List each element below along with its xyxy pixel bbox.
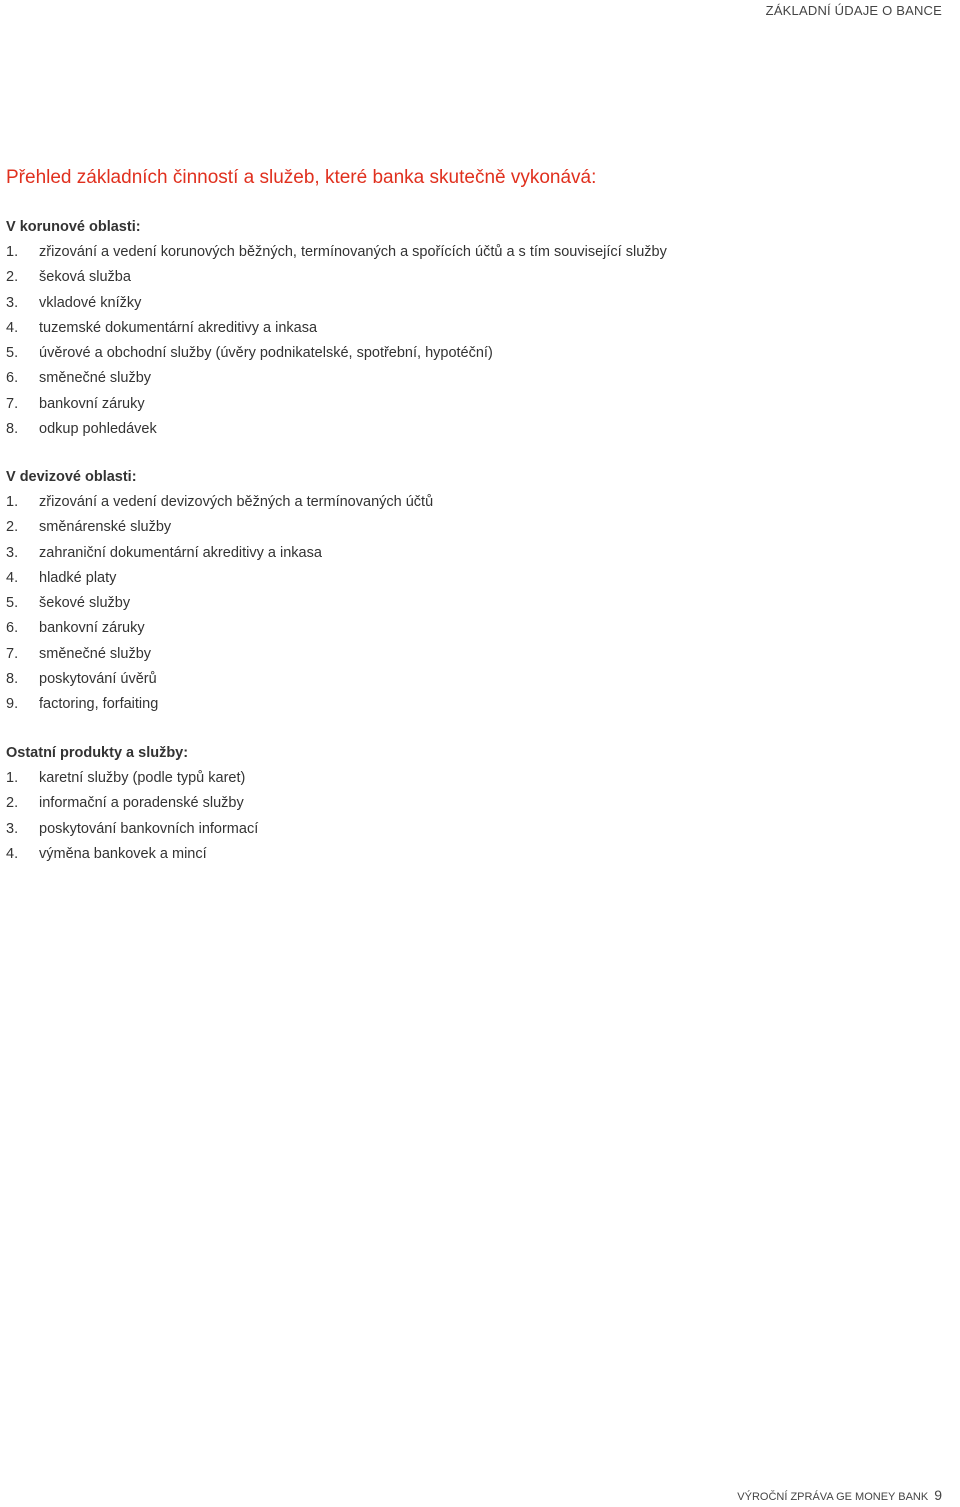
- list-item: [6, 642, 433, 667]
- page-footer: [737, 1487, 942, 1503]
- list-item: [6, 417, 667, 442]
- item-text: směnečné služby: [39, 370, 152, 387]
- item-text: odkup pohledávek: [39, 421, 157, 438]
- item-number: 7.: [6, 645, 19, 662]
- item-text: informační a poradenské služby: [39, 795, 244, 812]
- item-text: tuzemské dokumentární akreditivy a inkasa: [39, 319, 318, 336]
- item-number: 7.: [6, 395, 19, 412]
- list-item: [6, 291, 667, 316]
- item-number: 1.: [6, 770, 19, 786]
- list-item: [6, 366, 667, 391]
- item-number: 4.: [6, 845, 19, 862]
- list-item: [6, 667, 433, 692]
- item-text: výměna bankovek a mincí: [39, 845, 207, 862]
- list-item: [6, 692, 433, 717]
- list-item: [6, 842, 258, 867]
- list-item: [6, 490, 433, 515]
- item-text: vkladové knížky: [39, 294, 142, 311]
- item-text: směnárenské služby: [39, 519, 172, 536]
- list-item: [6, 515, 433, 540]
- footer-text: VÝROČNÍ ZPRÁVA GE MONEY BANK: [737, 1491, 929, 1503]
- list-item: [6, 265, 667, 290]
- service-list: [6, 240, 667, 442]
- list-item: [6, 566, 433, 591]
- item-number: 4.: [6, 569, 19, 586]
- list-item: [6, 392, 667, 417]
- item-text: poskytování bankovních informací: [39, 820, 259, 837]
- item-text: karetní služby (podle typů karet): [39, 770, 246, 786]
- list-item: [6, 541, 433, 566]
- item-number: 3.: [6, 294, 19, 311]
- item-text: poskytování úvěrů: [39, 671, 157, 688]
- service-list: [6, 490, 433, 718]
- item-number: 4.: [6, 319, 19, 336]
- section-title: Ostatní produkty a služby:: [6, 745, 189, 761]
- item-text: směnečné služby: [39, 645, 152, 662]
- list-item: [6, 240, 667, 265]
- service-list: [6, 766, 258, 867]
- section-devizove: [6, 465, 433, 718]
- item-text: úvěrové a obchodní služby (úvěry podnikatelské, spotřební, hypotéční): [39, 345, 493, 362]
- item-text: zahraniční dokumentární akreditivy a inkasa: [39, 544, 322, 561]
- section-korunove: [6, 215, 667, 442]
- list-item: [6, 341, 667, 366]
- item-text: šeková služba: [39, 269, 131, 286]
- item-number: 1.: [6, 494, 19, 510]
- item-number: 5.: [6, 345, 19, 362]
- item-number: 6.: [6, 370, 19, 387]
- page-number: 9: [934, 1487, 942, 1503]
- list-item: [6, 766, 258, 791]
- item-number: 6.: [6, 620, 19, 637]
- item-number: 8.: [6, 421, 19, 438]
- item-text: bankovní záruky: [39, 620, 145, 637]
- item-number: 5.: [6, 595, 19, 612]
- list-item: [6, 616, 433, 641]
- section-title: V devizové oblasti:: [6, 469, 137, 485]
- item-number: 3.: [6, 544, 19, 561]
- item-number: 2.: [6, 269, 19, 286]
- section-ostatni: [6, 741, 258, 867]
- item-number: 8.: [6, 671, 19, 688]
- item-text: bankovní záruky: [39, 395, 145, 412]
- item-text: hladké platy: [39, 569, 117, 586]
- list-item: [6, 316, 667, 341]
- item-number: 1.: [6, 244, 19, 260]
- item-text: zřizování a vedení korunových běžných, termínovaných a spořících účtů a s tím související služby: [39, 244, 667, 260]
- list-item: [6, 591, 433, 616]
- running-header: ZÁKLADNÍ ÚDAJE O BANCE: [765, 3, 942, 18]
- item-text: zřizování a vedení devizových běžných a termínovaných účtů: [39, 494, 434, 510]
- item-number: 2.: [6, 795, 19, 812]
- item-number: 9.: [6, 696, 19, 713]
- item-text: factoring, forfaiting: [39, 696, 159, 713]
- item-number: 3.: [6, 820, 19, 837]
- item-number: 2.: [6, 519, 19, 536]
- list-item: [6, 791, 258, 816]
- item-text: šekové služby: [39, 595, 131, 612]
- list-item: [6, 817, 258, 842]
- page-title: Přehled základních činností a služeb, které banka skutečně vykonává:: [6, 167, 597, 188]
- section-title: V korunové oblasti:: [6, 219, 141, 235]
